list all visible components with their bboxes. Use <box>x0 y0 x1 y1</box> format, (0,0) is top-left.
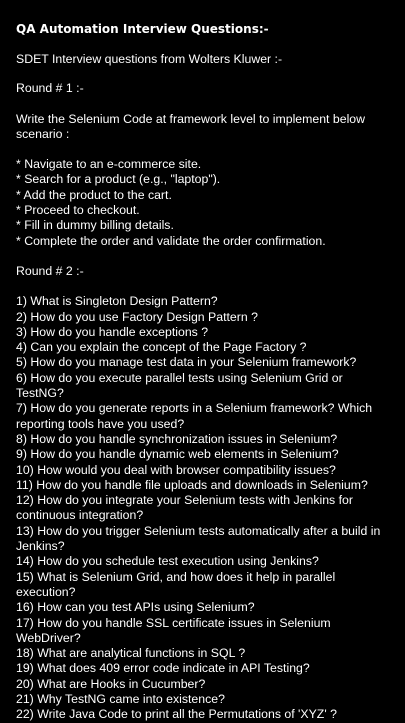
question-item: 19) What does 409 error code indicate in API Testing? <box>16 661 310 676</box>
question-item: 4) Can you explain the concept of the Page Factory ? <box>16 340 307 355</box>
question-item: 9) How do you handle dynamic web elements in Selenium? <box>16 447 339 462</box>
intro-text: SDET Interview questions from Wolters Kluwer :- <box>16 52 283 66</box>
question-item: 7) How do you generate reports in a Selenium framework? Which reporting tools have you used? <box>16 401 373 431</box>
question-item: 12) How do you integrate your Selenium tests with Jenkins for continuous integration? <box>16 493 353 523</box>
question-item: 3) How do you handle exceptions ? <box>16 324 209 339</box>
question-item: 21) Why TestNG came into existence? <box>16 691 225 706</box>
question-item: 22) Write Java Code to print all the Permutations of 'XYZ' ? <box>16 707 337 722</box>
question-item: 1) What is Singleton Design Pattern? <box>16 294 218 309</box>
question-item: 11) How do you handle file uploads and downloads in Selenium? <box>16 477 368 492</box>
question-item: 17) How do you handle SSL certificate issues in Selenium WebDriver? <box>16 615 331 645</box>
question-item: 13) How do you trigger Selenium tests automatically after a build in Jenkins? <box>16 523 381 554</box>
round-2-label: Round # 2 :- <box>16 263 84 278</box>
question-item: 14) How do you schedule test execution using Jenkins? <box>16 554 319 569</box>
question-item: 18) What are analytical functions in SQL ? <box>16 646 246 661</box>
question-item: 15) What is Selenium Grid, and how does it help in parallel execution? <box>16 569 336 599</box>
question-item: 20) What are Hooks in Cucumber? <box>16 676 206 691</box>
round-2-questions <box>16 294 391 722</box>
round-1-label: Round # 1 :- <box>16 81 84 96</box>
question-item: 10) How would you deal with browser compatibility issues? <box>16 462 336 477</box>
question-item: 16) How can you test APIs using Selenium? <box>16 600 255 615</box>
step-item: * Complete the order and validate the order confirmation. <box>16 233 326 248</box>
step-item: * Navigate to an e-commerce site. <box>16 157 202 172</box>
question-item: 2) How do you use Factory Design Pattern ? <box>16 309 258 324</box>
round-1-steps <box>16 157 391 249</box>
question-item: 6) How do you execute parallel tests using Selenium Grid or TestNG? <box>16 370 343 401</box>
step-item: * Proceed to checkout. <box>16 203 140 218</box>
round-1-task: Write the Selenium Code at framework level to implement below scenario : <box>16 111 366 141</box>
document-title: QA Automation Interview Questions:- <box>16 22 269 36</box>
step-item: * Fill in dummy billing details. <box>16 218 174 233</box>
question-item: 5) How do you manage test data in your Selenium framework? <box>16 355 357 370</box>
step-item: * Add the product to the cart. <box>16 187 172 202</box>
question-item: 8) How do you handle synchronization issues in Selenium? <box>16 431 338 446</box>
step-item: * Search for a product (e.g., "laptop"). <box>16 172 221 187</box>
